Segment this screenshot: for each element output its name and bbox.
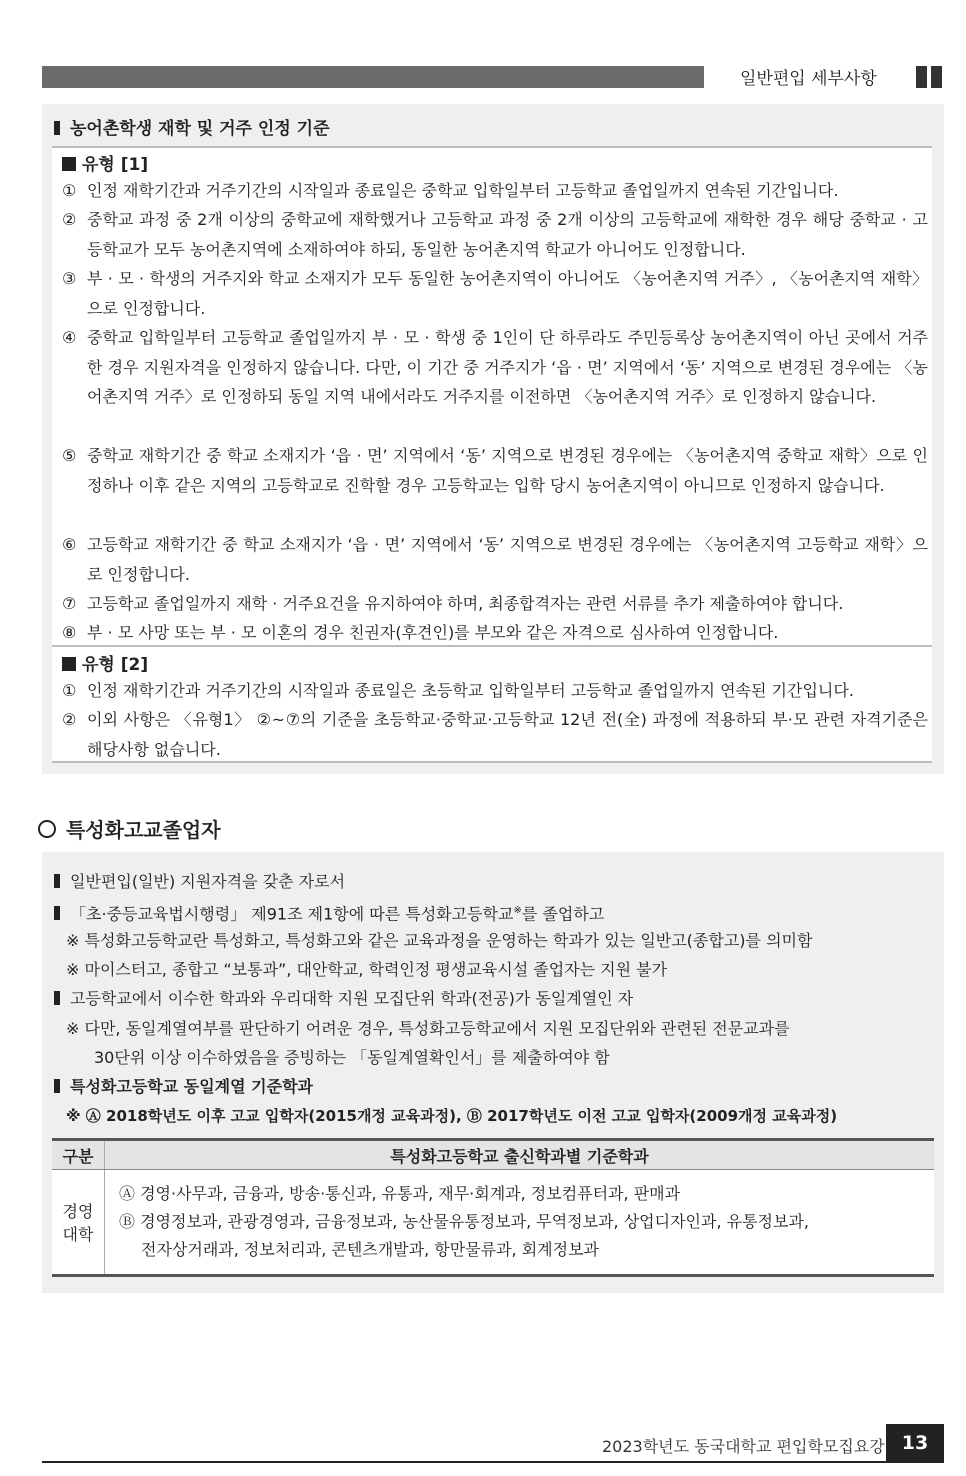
note-line: 30단위 이상 이수하였음을 증빙하는 「동일계열확인서」를 제출하여야 함	[94, 1048, 610, 1067]
criteria-table	[52, 1138, 934, 1277]
bullet-line: 일반편입(일반) 지원자격을 갖춘 자로서	[54, 867, 345, 897]
type1-item: ④ 중학교 입학일부터 고등학교 졸업일까지 부 · 모 · 학생 중 1인이 단 하루라도 주민등록상 농어촌지역이 아닌 곳에서 거주한 경우 지원자격을 인정하지 않습니다. 다만, 이 기간 중 거주지가 ‘읍 · 면’ 지역에서 ‘동’ 지역으로 변경된 경우에는 〈농어촌지역 거주〉로 인정하되 동일 지역 내에서라도 거주지를 이전하면 〈농어촌지역 거주〉로 인정하지 않습니다.	[62, 328, 928, 406]
divider	[52, 146, 932, 148]
section-label: 일반편입 세부사항	[740, 69, 877, 89]
bullet-line: 특성화고등학교 동일계열 기준학과	[54, 1072, 313, 1102]
header-blocks	[916, 66, 946, 92]
bullet-line: 고등학교에서 이수한 학과와 우리대학 지원 모집단위 학과(전공)가 동일계열인 자	[54, 984, 633, 1014]
footer-rule	[42, 1461, 944, 1463]
type2-item: ① 인정 재학기간과 거주기간의 시작일과 종료일은 초등학교 입학일부터 고등학교 졸업일까지 연속된 기간입니다.	[62, 681, 854, 700]
header-bar	[42, 66, 704, 88]
type1-item: ① 인정 재학기간과 거주기간의 시작일과 종료일은 중학교 입학일부터 고등학교 졸업일까지 연속된 기간입니다.	[62, 181, 839, 200]
note-line: ※ 다만, 동일계열여부를 판단하기 어려운 경우, 특성화고등학교에서 지원 모집단위와 관련된 전문교과를	[66, 1019, 790, 1038]
type1-item: ③ 부 · 모 · 학생의 거주지와 학교 소재지가 모두 동일한 농어촌지역이 아니어도 〈농어촌지역 거주〉, 〈농어촌지역 재학〉으로 인정합니다.	[62, 269, 928, 318]
type1-item: ⑧ 부 · 모 사망 또는 부 · 모 이혼의 경우 친권자(후견인)를 부모와 같은 자격으로 심사하여 인정합니다.	[62, 623, 779, 642]
footer-title: 2023학년도 동국대학교 편입학모집요강	[602, 1437, 885, 1456]
note-line: ※ 특성화고등학교란 특성화고, 특성화고와 같은 교육과정을 운영하는 학과가 있는 일반고(종합고)를 의미함	[66, 931, 813, 950]
type1-heading: 유형 [1]	[62, 150, 148, 175]
page-number: 13	[886, 1424, 944, 1462]
note-line: ※ Ⓐ 2018학년도 이후 고교 입학자(2015개정 교육과정), Ⓑ 2017학년도 이전 고교 입학자(2009개정 교육과정)	[66, 1107, 838, 1125]
type2-heading: 유형 [2]	[62, 650, 148, 675]
table-row	[52, 1170, 934, 1276]
table-header-cell: 특성화고등학교 출신학과별 기준학과	[105, 1140, 935, 1170]
table-cell: Ⓐ 경영·사무과, 금융과, 방송·통신과, 유통과, 재무·회계과, 정보컴퓨터과, 판매과 Ⓑ 경영정보과, 관광경영과, 금융정보과, 농산물유통정보과, 무역정보과, 상업디자인과, 유통정보과, 전자상거래과, 정보처리과, 콘텐츠개발과, 항만물류과, 회계정보과	[105, 1170, 935, 1276]
section-title: 특성화고교졸업자	[38, 814, 221, 843]
divider	[52, 761, 932, 763]
divider	[52, 645, 932, 647]
type1-item: ⑦ 고등학교 졸업일까지 재학 · 거주요건을 유지하여야 하며, 최종합격자는 관련 서류를 추가 제출하여야 합니다.	[62, 594, 844, 613]
table-header-row	[52, 1140, 934, 1170]
type1-item: ② 중학교 과정 중 2개 이상의 중학교에 재학했거나 고등학교 과정 중 2개 이상의 고등학교에 재학한 경우 해당 중학교 · 고등학교가 모두 농어촌지역에 소재하여야 하되, 동일한 농어촌지역 학교가 아니어도 인정합니다.	[62, 210, 928, 259]
table-cell: 경영 대학	[52, 1170, 105, 1276]
note-line: ※ 마이스터고, 종합고 “보통과”, 대안학교, 학력인정 평생교육시설 졸업자는 지원 불가	[66, 960, 668, 979]
rural-criteria-title: 농어촌학생 재학 및 거주 인정 기준	[54, 114, 330, 139]
table-header-cell: 구분	[52, 1140, 105, 1170]
type2-item: ② 이외 사항은 〈유형1〉 ②~⑦의 기준을 초등학교·중학교·고등학교 12년 전(全) 과정에 적용하되 부·모 관련 자격기준은 해당사항 없습니다.	[62, 710, 928, 759]
type1-item: ⑥ 고등학교 재학기간 중 학교 소재지가 ‘읍 · 면’ 지역에서 ‘동’ 지역으로 변경된 경우에는 〈농어촌지역 고등학교 재학〉으로 인정합니다.	[62, 535, 928, 584]
bullet-line: 「초·중등교육법시행령」 제91조 제1항에 따른 특성화고등학교※를 졸업하고	[54, 896, 604, 929]
type1-item: ⑤ 중학교 재학기간 중 학교 소재지가 ‘읍 · 면’ 지역에서 ‘동’ 지역으로 변경된 경우에는 〈농어촌지역 중학교 재학〉으로 인정하나 이후 같은 지역의 고등학교로 진학할 경우 고등학교는 입학 당시 농어촌지역이 아니므로 인정하지 않습니다.	[62, 446, 928, 495]
